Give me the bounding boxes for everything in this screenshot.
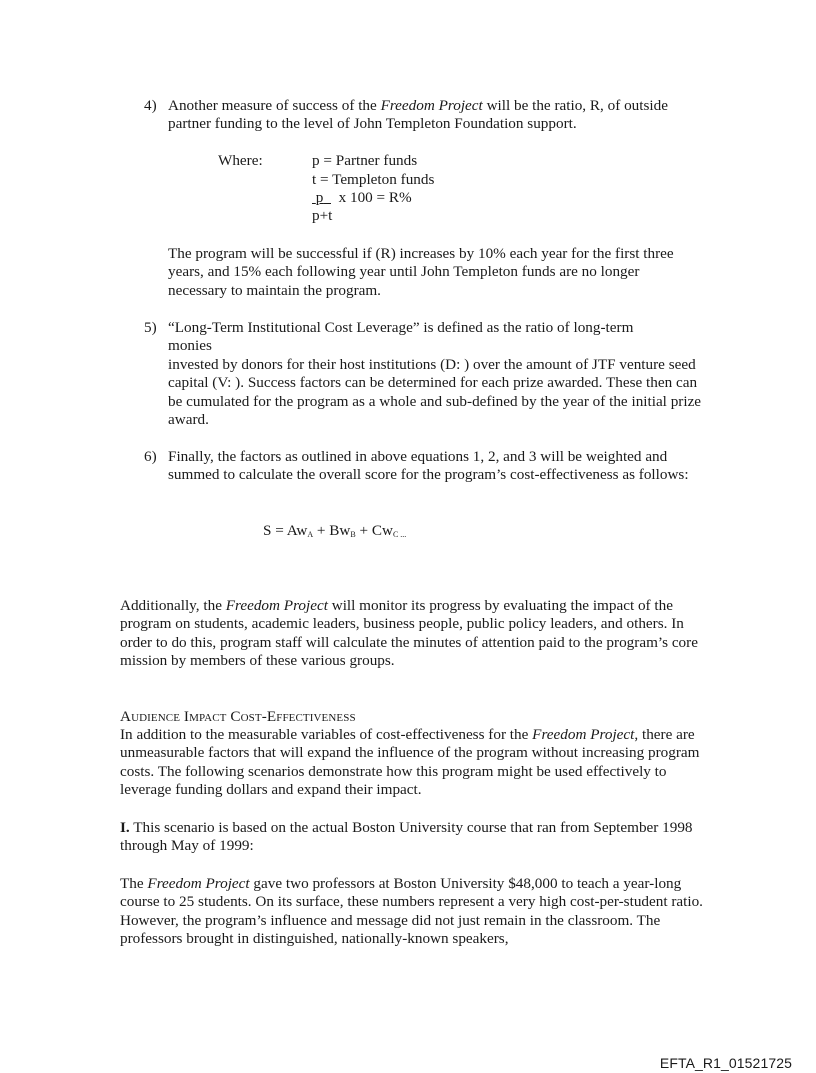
success-criteria: The program will be successful if (R) increases by 10% each year for the first three years, and 15% each following year until John Templeton funds are no longer necessary to maintain the program. [168,245,674,299]
ratio-formula: p x 100 = R% [312,189,412,207]
fraction-numerator: p [315,189,324,206]
project-name: Freedom Project [225,597,328,614]
weighted-sum-equation: $S = Aw_A + Bw_B + Cw_{C ...}$ [263,522,407,539]
fraction-denominator: p+t [312,207,333,224]
item-text-line2: invested by donors for their host institutions (D: ) over the amount of JTF venture seed capital (V: ). Success factors can be determined for each prize awarded. These then can be cumulated for the program as a whole and sub-defined by the year of the initial prize award. [168,356,702,429]
project-name: Freedom Project [147,875,250,892]
item-text-line1: “Long-Term Institutional Cost Leverage” is defined as the ratio of long-term monies [168,319,634,355]
project-name: Freedom Project [532,726,635,743]
item-number: 5) [144,319,157,336]
item-text: Another measure of success of the Freedom Project will be the ratio, R, of outside partner funding to the level of John Templeton Foundation support. [168,97,668,133]
item-number: 6) [144,448,157,465]
section-heading: Audience Impact Cost-Effectiveness [120,708,356,725]
item-text: Finally, the factors as outlined in above equations 1, 2, and 3 will be weighted and summed to calculate the overall score for the program’s cost-effectiveness as follows: [168,448,689,484]
project-name: Freedom Project [380,97,483,114]
scenario-detail-paragraph: The Freedom Project gave two professors at Boston University $48,000 to teach a year-long course to 25 students. On its surface, these numbers represent a very high cost-per-student ratio. However, the program’s influence and message did not just remain in the classroom. The professors brought in distinguished, nationally-known speakers, [120,875,703,948]
scenario-label: I. [120,819,130,836]
where-label: Where: [218,152,263,169]
definition-partner: p = Partner funds [312,152,418,169]
audience-paragraph: In addition to the measurable variables of cost-effectiveness for the Freedom Project, there are unmeasurable factors that will expand the influence of the program without increasing program costs. The following scenarios demonstrate how this program might be used effectively to leverage funding dollars and expand their impact. [120,726,700,799]
scenario-paragraph: I. This scenario is based on the actual Boston University course that ran from September 1998 through May of 1999: [120,819,693,855]
definition-templeton: t = Templeton funds [312,171,435,188]
item-number: 4) [144,97,157,114]
document-id: EFTA_R1_01521725 [659,1055,792,1071]
monitoring-paragraph: Additionally, the Freedom Project will monitor its progress by evaluating the impact of the program on students, academic leaders, business people, public policy leaders, and others. In order to do this, program staff will calculate the minutes of attention paid to the program’s core mission by members of these various groups. [120,597,698,670]
